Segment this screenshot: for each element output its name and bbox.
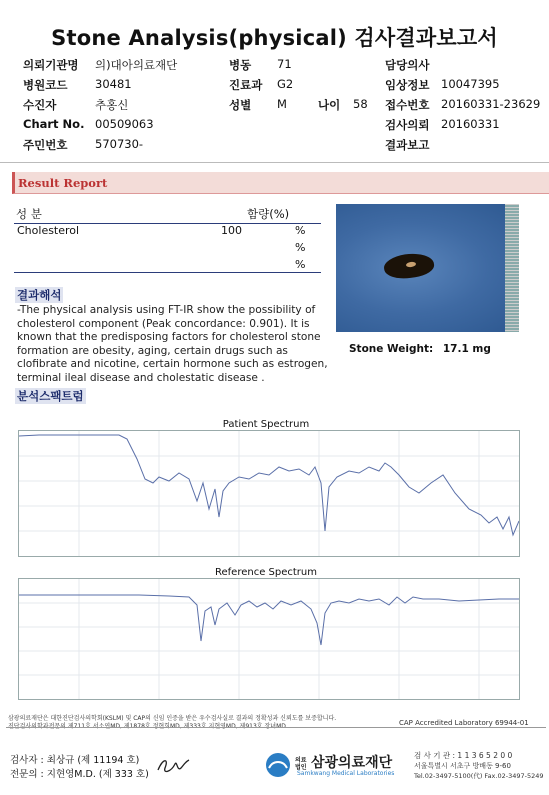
dept-value: G2 — [277, 77, 294, 91]
rrn-value: 570730- — [95, 137, 144, 151]
institution-label: 의뢰기관명 — [23, 58, 79, 72]
interpretation-heading: 결과해석 — [17, 288, 62, 302]
org-name-en: Samkwang Medical Laboratories — [297, 770, 395, 777]
hospital-code-value: 30481 — [95, 77, 132, 91]
header-divider — [0, 162, 549, 163]
component-unit: % — [295, 224, 306, 237]
certification-line-2 — [8, 721, 286, 730]
components-table-bottom — [14, 272, 321, 273]
signature-icon — [155, 754, 193, 778]
ward-value: 71 — [277, 57, 292, 71]
tester-info: 검사자 : 최상규 (제 11194 호) — [10, 755, 140, 766]
patient-value: 추홍신 — [95, 98, 129, 112]
component-unit: % — [295, 241, 306, 254]
clinical-value: 10047395 — [441, 77, 500, 91]
stone-weight-label: Stone Weight: — [349, 343, 434, 355]
report-label: 결과보고 — [385, 138, 430, 152]
component-value: 100 — [221, 224, 242, 237]
sex-value: M — [277, 97, 287, 111]
specialist-info: 전문의 : 지현영M.D. (제 333 호) — [10, 769, 149, 780]
col-component-label: 성 분 — [16, 207, 42, 221]
clinical-label: 임상정보 — [385, 78, 430, 92]
doctor-label: 담당의사 — [385, 58, 430, 72]
patient-label: 수진자 — [23, 98, 57, 112]
certification-line-1: 삼광의료재단은 대한진단검사의학회(KSLM) 및 CAP의 신임 인증을 받은 우수검사실로 결과의 정확성과 신뢰도를 보증합니다. — [8, 715, 337, 722]
reference-spectrum-title: Reference Spectrum — [215, 567, 317, 578]
dept-label: 진료과 — [229, 78, 263, 92]
sex-label: 성별 — [229, 98, 252, 112]
institution-value: 의)대아의료재단 — [95, 58, 178, 72]
ruler-scale — [505, 204, 519, 332]
stone-weight — [349, 343, 491, 355]
col-content-label: 함량(%) — [247, 207, 290, 221]
org-contact: Tel.02-3497-5100(代) Fax.02-3497-5249 — [414, 772, 544, 780]
reference-spectrum-chart — [18, 578, 520, 700]
result-report-label: Result Report — [18, 176, 108, 190]
accession-label: 접수번호 — [385, 98, 430, 112]
age-label: 나이 — [318, 98, 341, 112]
interpretation-text: -The physical analysis using FT-IR show the possibility of cholesterol component (Peak concordance: 0.901). It is known that the predisposing factors for cholesterol stone formation are obesity, aging, certain drugs such as clofibrate and nicotine, certain hormone such as estrogen, terminal ileal disease and cholestatic disease . — [17, 304, 328, 384]
age-value: 58 — [353, 97, 368, 111]
stone-weight-value: 17.1 mg — [442, 343, 491, 355]
patient-spectrum-chart — [18, 430, 520, 557]
chart-value: 00509063 — [95, 117, 154, 131]
samkwang-logo-icon — [263, 752, 293, 778]
patient-spectrum-line — [19, 435, 519, 535]
cap-accreditation: CAP Accredited Laboratory 69944-01 — [399, 719, 529, 727]
request-label: 검사의뢰 — [385, 118, 430, 132]
hospital-code-label: 병원코드 — [23, 78, 68, 92]
component-unit: % — [295, 258, 306, 271]
patient-spectrum-title: Patient Spectrum — [222, 419, 310, 430]
reference-spectrum-grid — [19, 579, 519, 699]
org-name: 삼광의료재단 — [311, 755, 393, 771]
org-address: 서울특별시 서초구 방배동 9-60 — [414, 762, 511, 770]
component-name: Cholesterol — [17, 224, 80, 237]
org-prefix: 의료법인 — [295, 757, 307, 771]
chart-label: Chart No. — [23, 117, 85, 131]
report-title: Stone Analysis(physical) 검사결과보고서 — [51, 26, 498, 50]
footer-divider — [6, 727, 546, 728]
org-registration: 검 사 기 관 : 1 1 3 6 5 2 0 0 — [414, 751, 513, 760]
ward-label: 병동 — [229, 58, 252, 72]
spectrum-heading: 분석스팩트럼 — [17, 389, 84, 403]
accession-value: 20160331-23629 — [441, 97, 541, 111]
request-value: 20160331 — [441, 117, 500, 131]
components-table-header — [14, 206, 321, 224]
rrn-label: 주민번호 — [23, 138, 68, 152]
patient-spectrum-grid — [19, 431, 519, 556]
